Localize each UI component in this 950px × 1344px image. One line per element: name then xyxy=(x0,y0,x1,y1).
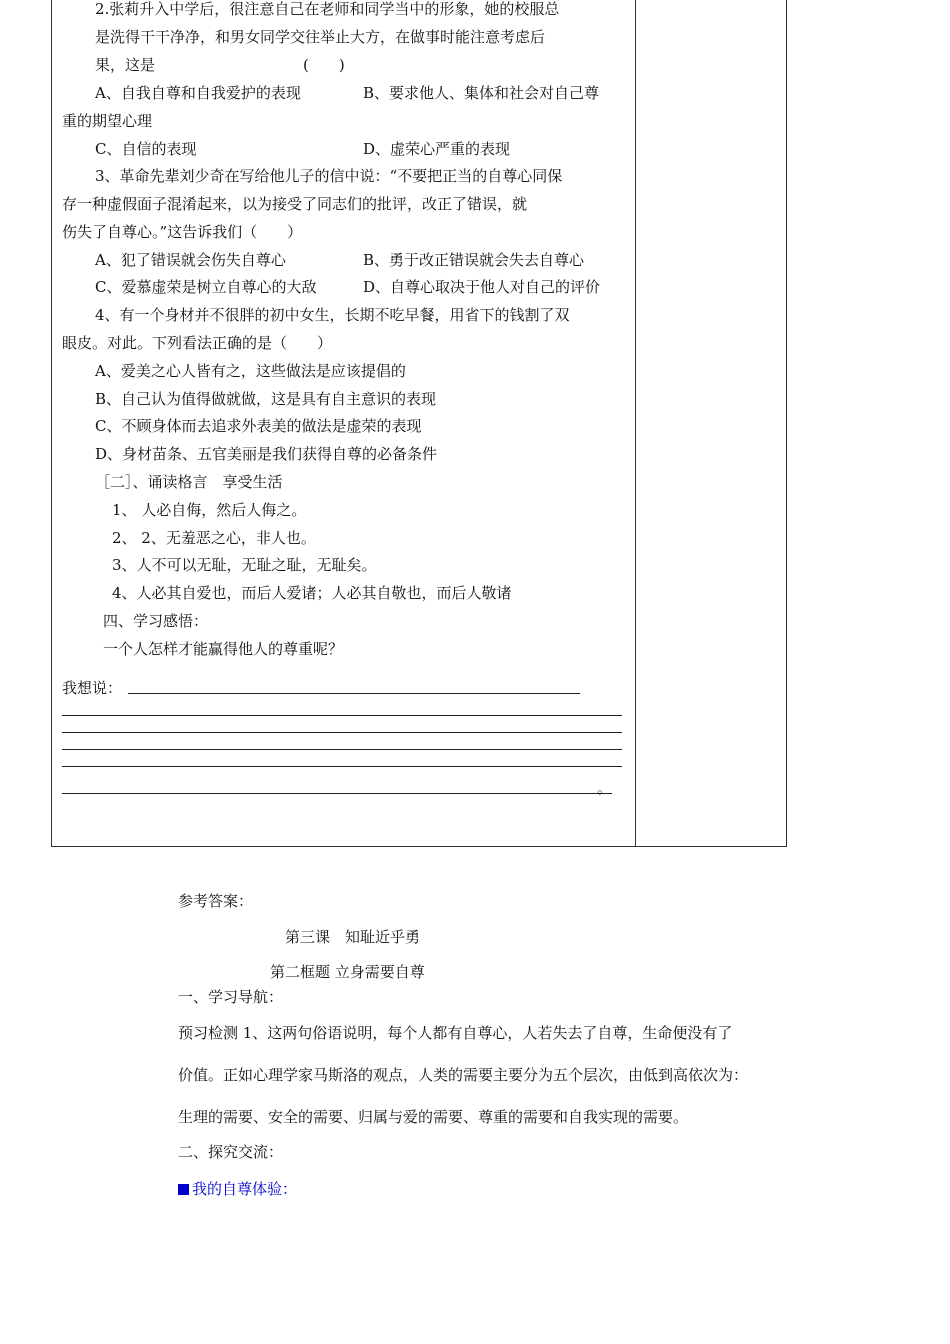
section4-title: 四、学习感悟： xyxy=(103,612,209,630)
q2-option-b-cont: 重的期望心理 xyxy=(62,112,153,130)
answers-para-line3: 生理的需要、安全的需要、归属与爱的需要、尊重的需要和自我实现的需要。 xyxy=(178,1108,689,1126)
q2-option-d: D、虚荣心严重的表现 xyxy=(363,140,511,158)
maxim-2: 2、 2、无羞恶之心，非人也。 xyxy=(112,529,316,547)
section4-question: 一个人怎样才能赢得他人的尊重呢？ xyxy=(103,640,344,658)
maxim-3: 3、人不可以无耻，无耻之耻，无耻矣。 xyxy=(112,556,377,574)
q4-option-b: B、自己认为值得做就做，这是具有自主意识的表现 xyxy=(95,390,437,408)
q2-option-b: B、要求他人、集体和社会对自己尊 xyxy=(363,84,600,102)
q3-line1: 3、革命先辈刘少奇在写给他儿子的信中说：“不要把正当的自尊心同保 xyxy=(95,167,563,185)
q4-option-c: C、不顾身体而去追求外表美的做法是虚荣的表现 xyxy=(95,417,422,435)
maxim-4: 4、人必其自爱也，而后人爱诸；人必其自敬也，而后人敬诸 xyxy=(112,584,512,602)
answer-end-mark: 。 xyxy=(597,779,613,797)
q3-option-d: D、自尊心取决于他人对自己的评价 xyxy=(363,278,601,296)
lesson-title: 第三课 知耻近乎勇 xyxy=(285,928,421,946)
answer-line-2[interactable] xyxy=(62,715,622,716)
maxim-1: 1、 人必自侮，然后人侮之。 xyxy=(112,501,307,519)
q2-line2: 是洗得干干净净，和男女同学交往举止大方，在做事时能注意考虑后 xyxy=(95,28,546,46)
section2-title: ［二］、诵读格言 享受生活 xyxy=(95,473,283,491)
q2-answer-paren: ( ) xyxy=(303,56,345,74)
column-divider xyxy=(635,0,636,846)
q4-option-a: A、爱美之心人皆有之，这些做法是应该提倡的 xyxy=(95,362,406,380)
q4-option-d: D、身材苗条、五官美丽是我们获得自尊的必备条件 xyxy=(95,445,438,463)
answers-para-line2: 价值。正如心理学家马斯洛的观点，人类的需要主要分为五个层次，由低到高依次为： xyxy=(178,1066,749,1084)
q2-option-a: A、自我自尊和自我爱护的表现 xyxy=(95,84,301,102)
q3-option-a: A、犯了错误就会伤失自尊心 xyxy=(95,251,286,269)
q3-line2: 存一种虚假面子混淆起来，以为接受了同志们的批评，改正了错误，就 xyxy=(62,195,528,213)
answers-para-line1: 预习检测 1、这两句俗语说明，每个人都有自尊心，人若失去了自尊，生命便没有了 xyxy=(178,1024,733,1042)
q3-line3: 伤失了自尊心。”这告诉我们（ ） xyxy=(62,223,303,241)
answer-line-6[interactable] xyxy=(62,793,612,794)
q3-option-c: C、爱慕虚荣是树立自尊心的大敌 xyxy=(95,278,317,296)
answer-line-3[interactable] xyxy=(62,732,622,733)
answers-heading: 参考答案： xyxy=(178,892,254,910)
answers-section1: 一、学习导航： xyxy=(178,988,284,1006)
q4-line1: 4、有一个身材并不很胖的初中女生，长期不吃早餐，用省下的钱割了双 xyxy=(95,306,570,324)
q2-option-c: C、自信的表现 xyxy=(95,140,197,158)
q3-option-b: B、勇于改正错误就会失去自尊心 xyxy=(363,251,585,269)
blue-square-icon xyxy=(178,1184,189,1195)
answer-line-1[interactable] xyxy=(128,693,580,694)
answers-section2: 二、探究交流： xyxy=(178,1143,284,1161)
answer-line-5[interactable] xyxy=(62,766,622,767)
experience-heading xyxy=(178,1179,297,1199)
q4-line2: 眼皮。对此。下列看法正确的是（ ） xyxy=(62,334,333,352)
frame-title: 第二框题 立身需要自尊 xyxy=(270,963,425,981)
experience-label: 我的自尊体验： xyxy=(192,1180,298,1198)
q2-line3: 果，这是 xyxy=(95,56,156,74)
answer-prompt: 我想说： xyxy=(62,679,123,697)
answer-line-4[interactable] xyxy=(62,749,622,750)
q2-line1: 2.张莉升入中学后，很注意自己在老师和同学当中的形象，她的校服总 xyxy=(95,0,560,18)
